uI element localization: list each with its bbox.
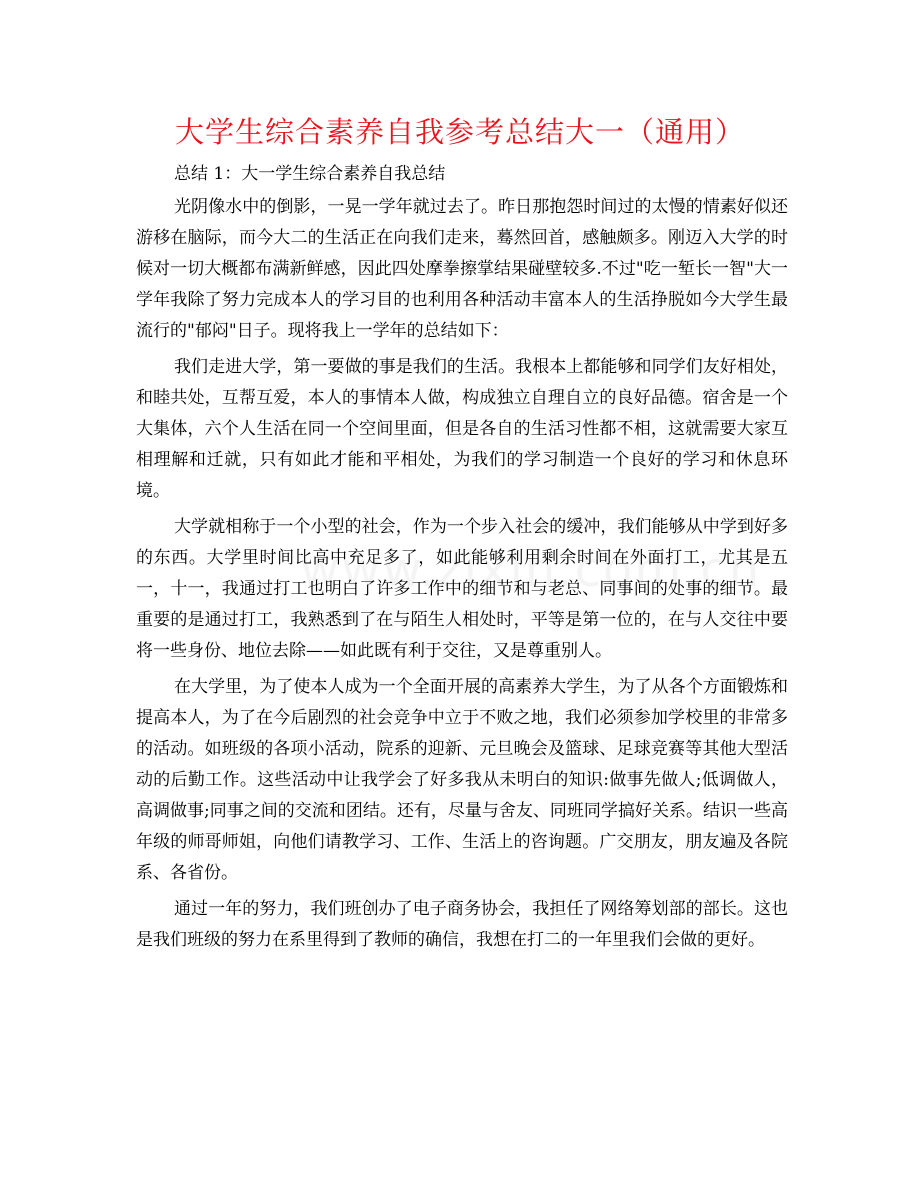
paragraph-5: 通过一年的努力，我们班创办了电子商务协会，我担任了网络筹划部的部长。这也是我们班级的努力在系里得到了教师的确信，我想在打二的一年里我们会做的更好。 xyxy=(136,899,788,950)
document-body xyxy=(136,192,788,961)
document-subtitle: 总结 1：大一学生综合素养自我总结 xyxy=(174,164,446,184)
paragraph-1: 光阴像水中的倒影，一晃一学年就过去了。昨日那抱怨时间过的太慢的情素好似还游移在脑际，而今大二的生活正在向我们走来，蓦然回首，感触颇多。刚迈入大学的时候对一切大概都布满新鲜感，因此四处摩拳擦掌结果碰壁较多.不过"吃一堑长一智"大一学年我除了努力完成本人的学习目的也利用各种活动丰富本人的生活挣脱如今大学生最流行的"郁闷"日子。现将我上一学年的总结如下： xyxy=(136,197,788,341)
paragraph-4: 在大学里，为了使本人成为一个全面开展的高素养大学生，为了从各个方面锻炼和提高本人，为了在今后剧烈的社会竞争中立于不败之地，我们必须参加学校里的非常多的活动。如班级的各项小活动，院系的迎新、元旦晚会及篮球、足球竞赛等其他大型活动的后勤工作。这些活动中让我学会了好多我从未明白的知识:做事先做人;低调做人，高调做事;同事之间的交流和团结。还有，尽量与舍友、同班同学搞好关系。结识一些高年级的师哥师姐，向他们请教学习、工作、生活上的咨询题。广交朋友，朋友遍及各院系、各省份。 xyxy=(136,677,788,883)
paragraph-3: 大学就相称于一个小型的社会，作为一个步入社会的缓冲，我们能够从中学到好多的东西。大学里时间比高中充足多了，如此能够利用剩余时间在外面打工，尤其是五一，十一，我通过打工也明白了许多工作中的细节和与老总、同事间的处事的细节。最重要的是通过打工，我熟悉到了在与陌生人相处时，平等是第一位的，在与人交往中要将一些身份、地位去除——如此既有利于交往，又是尊重别人。 xyxy=(136,517,788,661)
document-title: 大学生综合素养自我参考总结大一（通用） xyxy=(174,115,745,149)
paragraph-2: 我们走进大学，第一要做的事是我们的生活。我根本上都能够和同学们友好相处，和睦共处，互帮互爱，本人的事情本人做，构成独立自理自立的良好品德。宿舍是一个大集体，六个人生活在同一个空间里面，但是各自的生活习性都不相，这就需要大家互相理解和迁就，只有如此才能和平相处，为我们的学习制造一个良好的学习和休息环境。 xyxy=(136,357,788,501)
